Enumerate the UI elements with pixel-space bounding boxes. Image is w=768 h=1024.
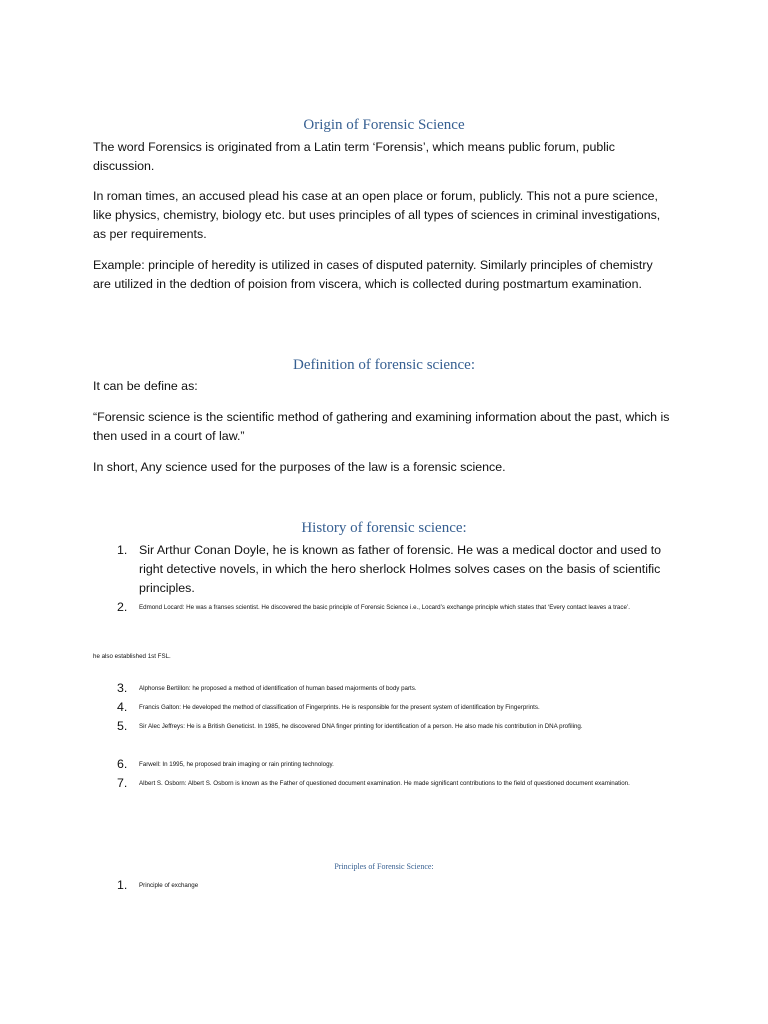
history-item-1 bbox=[117, 541, 677, 598]
list-number: 4. bbox=[117, 700, 128, 714]
origin-paragraph-3: Example: principle of heredity is utilized in cases of disputed paternity. Similarly principles of chemistry are utilized in the dedtion of poision from viscera, which is collected during postmartum examination. bbox=[93, 258, 653, 291]
history-item-7 bbox=[117, 774, 677, 793]
list-text: Alphonse Bertillon: he proposed a method of identification of human based majorments of body parts. bbox=[139, 685, 417, 692]
list-number: 7. bbox=[117, 776, 128, 790]
heading-history: History of forensic science: bbox=[301, 520, 467, 536]
history-item-3 bbox=[117, 679, 677, 698]
list-number: 6. bbox=[117, 757, 128, 771]
heading-origin: Origin of Forensic Science bbox=[303, 117, 465, 133]
list-number: 1. bbox=[117, 878, 128, 892]
list-number: 2. bbox=[117, 600, 128, 614]
history-item-6 bbox=[117, 755, 677, 774]
list-text: Farwell: In 1995, he proposed brain imaging or rain printing technology. bbox=[139, 761, 334, 768]
heading-principles: Principles of Forensic Science: bbox=[334, 862, 434, 871]
list-text: Sir Alec Jeffreys: He is a British Geneticist. In 1985, he discovered DNA finger printing for identification of a person. He also made his contribution in DNA profiling. bbox=[139, 723, 583, 730]
definition-paragraph-2: “Forensic science is the scientific method of gathering and examining information about the past, which is then used in a court of law.” bbox=[93, 410, 670, 443]
history-note: he also established 1st FSL. bbox=[93, 653, 171, 660]
definition-paragraph-3: In short, Any science used for the purposes of the law is a forensic science. bbox=[93, 460, 506, 474]
history-item-2 bbox=[117, 598, 677, 617]
principles-item-1 bbox=[117, 876, 677, 895]
heading-definition: Definition of forensic science: bbox=[292, 357, 475, 373]
definition-paragraph-1: It can be define as: bbox=[93, 379, 198, 393]
history-item-5 bbox=[117, 717, 677, 736]
list-text: Francis Galton: He developed the method of classification of Fingerprints. He is responsible for the present system of identification by Fingerprints. bbox=[139, 704, 540, 711]
list-text: Albert S. Osborn: Albert S. Osborn is known as the Father of questioned document examination. He made significant contributions to the field of questioned document examination. bbox=[139, 780, 630, 787]
history-item-4 bbox=[117, 698, 677, 717]
list-text: Principle of exchange bbox=[139, 882, 199, 889]
list-number: 3. bbox=[117, 681, 128, 695]
list-number: 1. bbox=[117, 543, 128, 557]
list-text: Edmond Locard: He was a franses scientist. He discovered the basic principle of Forensic Science i.e., Locard’s exchange principle which states that ‘Every contact leaves a trace’. bbox=[139, 604, 631, 611]
list-number: 5. bbox=[117, 719, 128, 733]
list-text: Sir Arthur Conan Doyle, he is known as father of forensic. He was a medical doctor and used to right detective novels, in which the hero sherlock Holmes solves cases on the basis of scientific principles. bbox=[139, 543, 662, 595]
origin-paragraph-2: In roman times, an accused plead his case at an open place or forum, publicly. This not a pure science, like physics, chemistry, biology etc. but uses principles of all types of sciences in criminal investigations, as per requirements. bbox=[93, 189, 661, 241]
origin-paragraph-1: The word Forensics is originated from a Latin term ‘Forensis’, which means public forum, public discussion. bbox=[93, 140, 615, 173]
